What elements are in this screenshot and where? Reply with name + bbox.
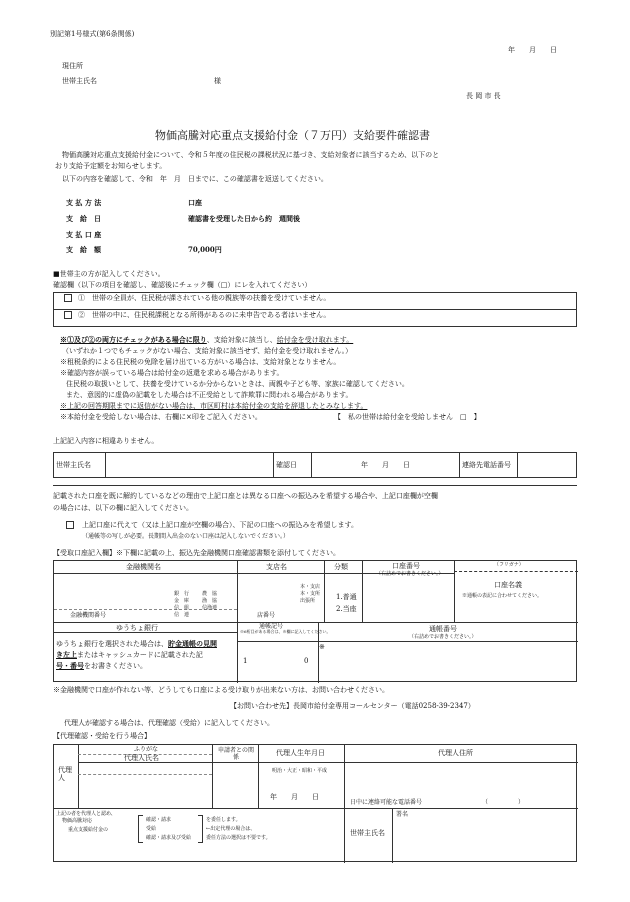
passbook-no-label: 通帳番号 — [429, 625, 457, 633]
proxy-table — [53, 744, 577, 862]
brace-left — [138, 815, 143, 843]
mayor-label: 長 岡 市 長 — [466, 92, 501, 100]
yucho-label: ゆうちょ銀行 — [116, 624, 158, 632]
proxy-label: 代理人 — [58, 766, 72, 782]
bank-holder: 口座名義 — [494, 581, 522, 589]
proxy-opt-1[interactable]: 確認・請求 — [146, 817, 172, 823]
check-instruction: 確認欄（以下の項目を確認し、確認後にチェック欄（□）にレを入れてください） — [53, 281, 312, 289]
bank-account-no: 口座番号 — [392, 562, 420, 570]
passbook-sub: ※6桁目がある場合は、※欄に記入してください。 — [240, 629, 331, 634]
note-5: 住民税の取扱いとして、扶養を受けているか分からないときは、両親や子ども等、家族に確認してください。 — [66, 380, 409, 388]
digit-1: 1 — [243, 657, 248, 665]
bank-header: 【受取口座記入欄】※下欄に記載の上、振込先金融機関口座確認書類を添付してください。 — [53, 549, 340, 557]
entrust-3: 委任方法の選択は不要です。 — [206, 835, 271, 841]
bank-kana: （フリガナ） — [494, 562, 524, 568]
date-line: 年 月 日 — [508, 46, 557, 54]
bank-holder-sub: ※通帳の表記に合わせてください。 — [462, 593, 543, 599]
bank-type: 分類 — [334, 563, 348, 571]
branch-type-2[interactable]: 本・支所 — [300, 591, 321, 597]
passbook-no-sub: （右詰めでお書きください。） — [409, 634, 477, 640]
payment-date-value: 確認書を受理した日から約 週間後 — [188, 214, 300, 223]
proxy-phone-paren[interactable]: （ ） — [482, 799, 525, 806]
sama-label: 様 — [214, 77, 221, 85]
change-check[interactable]: 上記口座に代えて（又は上記口座が空欄の場合）、下記の口座への振込みを希望します。 — [66, 521, 358, 529]
sign-name-field[interactable] — [106, 453, 274, 478]
branch-type-1[interactable]: 本・支店 — [300, 584, 321, 590]
proxy-eras[interactable]: 明治・大正・昭和・平成 — [272, 768, 328, 774]
inst-type-5[interactable]: 農 協 — [202, 591, 218, 597]
proxy-header: 【代理確認・受給を行う場合】 — [53, 732, 151, 740]
payment-amount-value: 70,000円 — [188, 245, 222, 254]
checkbox-1[interactable] — [64, 294, 72, 302]
check-row-1[interactable] — [54, 293, 577, 310]
inst-type-4[interactable]: 信 連 — [174, 612, 190, 618]
entrust-2: ←出定代理の場合は、 — [206, 826, 256, 832]
note-7: ※上記の回答期限までに返信がない場合は、市区町村は本給付金の支給を辞退したとみなします。 — [60, 402, 368, 410]
change-checkbox[interactable] — [66, 521, 74, 529]
branch-type-3[interactable]: 出張所 — [300, 598, 316, 604]
yucho-note-1: ゆうちょ銀行を選択された場合は、貯金通帳の見開 — [56, 639, 217, 648]
check-table — [53, 292, 577, 327]
proxy-name-label: 代理人氏名 — [124, 754, 159, 762]
entrust-1: を委任します。 — [206, 817, 241, 823]
householder-label: 世帯主氏名 — [62, 77, 97, 85]
decline-box[interactable]: 【 私の世帯は給付金を受給しません □ 】 — [334, 413, 481, 421]
inst-type-7[interactable]: 信漁連 — [202, 605, 218, 611]
proxy-sign-label: 署名 — [396, 811, 409, 818]
householder-section: ■世帯主の方が記入してください。 — [53, 270, 165, 278]
bank-account-sub: （右詰めでお書きください。） — [376, 571, 444, 577]
sign-date-field[interactable]: 年 月 日 — [312, 453, 460, 478]
contact-line: 【お問い合わせ先】長岡市給付金専用コールセンター（電話0258-39-2347） — [230, 702, 475, 710]
proxy-relation-label: 申請者との関係 — [217, 747, 254, 762]
inst-type-1[interactable]: 銀 行 — [174, 591, 190, 597]
payment-method-label: 支 払 方 法 — [66, 198, 102, 207]
bank-branch: 支店名 — [266, 563, 287, 571]
proxy-opt-3[interactable]: 確認・請求及び受給 — [146, 835, 192, 841]
inst-code-label: 金融機関番号 — [70, 612, 107, 619]
delegate-1: 上記の者を代理人と認め、 — [56, 811, 116, 817]
change-line1: 記載された口座を既に解約しているなどの理由で上記口座とは異なる口座への振込みを希望する場合や、上記口座欄が空欄 — [53, 492, 438, 500]
star-mark: ※ — [319, 643, 325, 651]
note-3: ※租税条約による住民税の免除を届け出ている方がいる場合は、支給対象となりません。 — [60, 358, 341, 366]
proxy-phone-label: 日中に連絡可能な電話番号 — [350, 799, 423, 806]
form-id: 別記第1号様式(第6条関係) — [50, 30, 135, 38]
checkbox-2[interactable] — [64, 311, 72, 319]
delegate-3: 重点支援給付金の — [68, 827, 109, 833]
page-title: 物価高騰対応重点支援給付金（７万円）支給要件確認書 — [155, 129, 430, 142]
inst-type-3[interactable]: 信 組 — [174, 605, 190, 611]
payment-account-label: 支 払 口 座 — [66, 230, 102, 239]
type-opt-2[interactable]: 2.当座 — [336, 605, 357, 613]
payment-amount-label: 支 給 額 — [66, 245, 101, 254]
change-sub: （通帳等の写しが必要。長期間入出金のない口座は記入しないでください。） — [82, 533, 290, 540]
proxy-furigana: ふりがな — [134, 746, 159, 753]
delegate-2: 物価高騰対応 — [62, 818, 93, 824]
intro-line1: 物価高騰対応重点支援給付金について、令和５年度の住民税の課税状況に基づき、支給対象者に該当するため、以下のと — [62, 151, 440, 159]
inst-type-2[interactable]: 金 庫 — [174, 598, 190, 604]
proxy-opt-2[interactable]: 受給 — [146, 826, 157, 832]
bank-inst-name: 金融機関名 — [126, 563, 161, 571]
intro-line2: おり支給予定額をお知らせします。 — [55, 162, 167, 170]
intro-line3: 以下の内容を確認して、令和 年 月 日までに、この確認書を返送してください。 — [62, 175, 328, 183]
proxy-intro: 代理人が確認する場合は、代理確認（受給）に記入してください。 — [64, 719, 274, 727]
divider — [53, 485, 577, 486]
bank-footer: ※金融機関で口座が作れない等、どうしても口座による受け取りが出来ない方は、お問い合わせください。 — [53, 686, 389, 694]
payment-date-label: 支 給 日 — [66, 214, 101, 223]
sign-name-label: 世帯主氏名 — [54, 453, 106, 478]
sign-phone-label: 連絡先電話番号 — [460, 453, 518, 478]
yucho-note-3: 号・番号をお書きください。 — [56, 661, 147, 670]
type-opt-1[interactable]: 1.普通 — [336, 593, 357, 601]
note-4: ※確認内容が誤っている場合は給付金の返還を求める場合があります。 — [60, 369, 284, 377]
note-6: また、意図的に虚偽の記載をした場合は不正受給として詐欺罪に問われる場合があります。 — [66, 391, 353, 399]
branch-code-label: 店番号 — [257, 612, 276, 619]
address-label: 現住所 — [62, 62, 83, 70]
check-text-2: ② 世帯の中に、住民税課税となる所得があるのに未申告である者はいません。 — [78, 311, 331, 319]
proxy-hh-name: 世帯主氏名 — [350, 829, 385, 837]
brace-right — [198, 815, 203, 843]
proxy-address-label: 代理人住所 — [438, 749, 473, 757]
sign-phone-field[interactable] — [518, 453, 577, 478]
digit-0: 0 — [304, 657, 309, 665]
yucho-note-2: き左上またはキャッシュカードに記載された記 — [56, 650, 203, 659]
payment-method-value: 口座 — [188, 198, 202, 207]
bank-table — [53, 560, 577, 682]
proxy-birth-date[interactable]: 年 月 日 — [270, 793, 319, 801]
inst-type-6[interactable]: 漁 協 — [202, 598, 218, 604]
check-row-2[interactable] — [54, 310, 577, 327]
passbook-label: 通帳記号 — [259, 623, 284, 630]
note-2: （いずれか１つでもチェックがない場合、支給対象に該当せず、給付金を受け取れません。） — [62, 347, 353, 355]
change-line2: の場合には、以下の欄に記入してください。 — [53, 504, 193, 512]
confirm-text: 上記記入内容に相違ありません。 — [53, 437, 159, 445]
sign-table — [53, 452, 577, 478]
note-1: ※①及び②の両方にチェックがある場合に限り、支給対象に該当し、給付金を受け取れます。 — [60, 335, 354, 344]
note-8: ※本給付金を受給しない場合は、右欄に×印をご記入ください。 — [60, 413, 262, 421]
proxy-birth-label: 代理人生年月日 — [276, 749, 325, 757]
sign-date-label: 確認日 — [274, 453, 312, 478]
check-text-1: ① 世帯の全員が、住民税が課されている他の親族等の扶養を受けていません。 — [78, 294, 331, 302]
